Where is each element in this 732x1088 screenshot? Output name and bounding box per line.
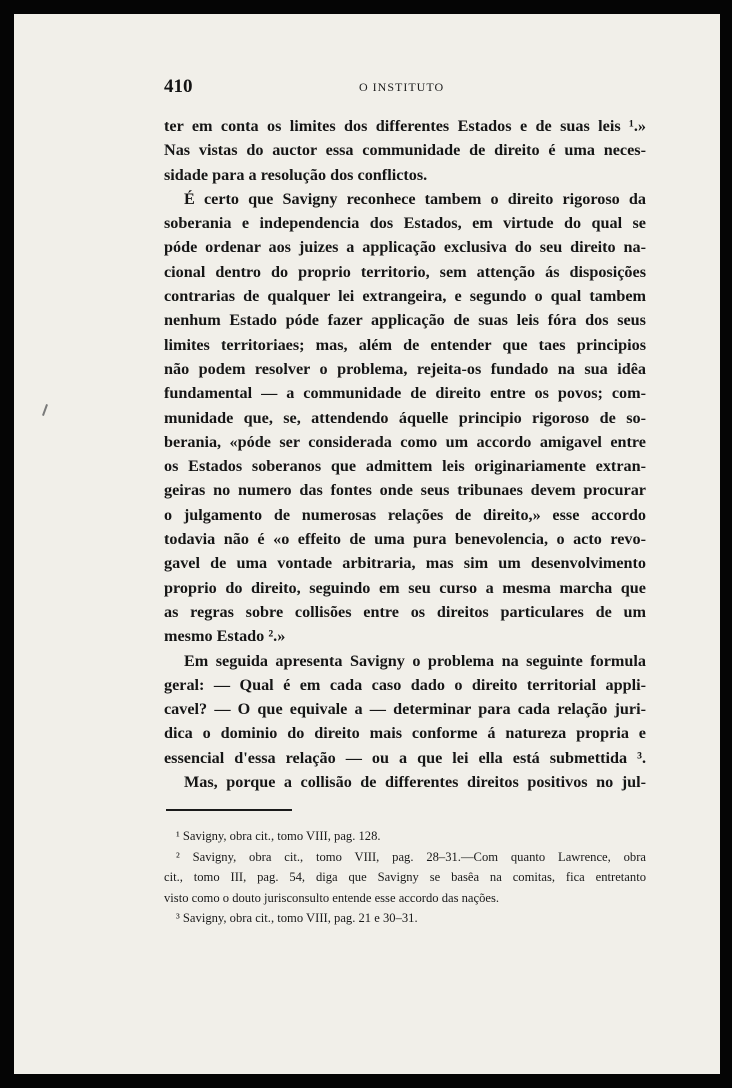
- document-page: [14, 14, 720, 1074]
- text-line: nenhum Estado póde fazer applicação de suas leis fóra dos seus: [164, 311, 646, 330]
- text-line: todavia não é «o effeito de uma pura benevolencia, o acto revo-: [164, 530, 646, 549]
- running-head: O INSTITUTO: [359, 80, 445, 94]
- text-line: geiras no numero das fontes onde seus tribunaes devem procurar: [164, 481, 646, 500]
- text-line: as regras sobre collisões entre os direitos particulares de um: [164, 602, 646, 621]
- text-line: sidade para a resolução dos conflictos.: [164, 165, 428, 184]
- text-line: dica o dominio do direito mais conforme á natureza propria e: [164, 724, 646, 743]
- text-line: contrarias de qualquer lei extrangeira, e segundo o qual tambem: [164, 287, 646, 306]
- text-line: soberania e independencia dos Estados, em virtude do qual se: [164, 214, 646, 233]
- page-number: 410: [164, 76, 193, 97]
- margin-mark: [42, 404, 48, 416]
- text-line: Em seguida apresenta Savigny o problema na seguinte formula: [184, 651, 646, 670]
- footnotes: [164, 826, 646, 929]
- footnote-line: ¹ Savigny, obra cit., tomo VIII, pag. 128.: [176, 829, 381, 843]
- footnote-line: cit., tomo III, pag. 54, diga que Savigny se basêa na comitas, fica entretanto: [164, 870, 646, 884]
- text-line: os Estados soberanos que admittem leis originariamente extran-: [164, 457, 646, 476]
- footnote-rule: [166, 809, 292, 811]
- text-line: gavel de uma vontade arbitraria, mas sim um desenvolvimento: [164, 554, 646, 573]
- text-line: mesmo Estado ².»: [164, 627, 286, 646]
- footnote-line: visto como o douto jurisconsulto entende esse accordo das nações.: [164, 890, 500, 905]
- text-line: não podem resolver o problema, rejeita-os fundado na sua idêa: [164, 359, 646, 378]
- text-line: póde ordenar aos juizes a applicação exclusiva do seu direito na-: [164, 238, 646, 257]
- page-header: [164, 76, 654, 106]
- body-text: [164, 114, 646, 794]
- text-line: cional dentro do proprio territorio, sem attenção ás disposições: [164, 262, 646, 281]
- text-line: Mas, porque a collisão de differentes direitos positivos no jul-: [184, 773, 646, 792]
- text-line: Nas vistas do auctor essa communidade de direito é uma neces-: [164, 141, 646, 160]
- text-line: É certo que Savigny reconhece tambem o direito rigoroso da: [184, 189, 646, 208]
- text-line: o julgamento de numerosas relações de direito,» esse accordo: [164, 505, 646, 524]
- text-line: ter em conta os limites dos differentes Estados e de suas leis ¹.»: [164, 117, 646, 135]
- text-line: cavel? — O que equivale a — determinar para cada relação juri-: [164, 700, 646, 719]
- text-line: proprio do direito, seguindo em seu curso a mesma marcha que: [164, 578, 646, 597]
- text-line: geral: — Qual é em cada caso dado o direito territorial appli-: [164, 675, 646, 694]
- footnote-line: ² Savigny, obra cit., tomo VIII, pag. 28–31.—Com quanto Lawrence, obra: [176, 849, 646, 864]
- footnote-line: ³ Savigny, obra cit., tomo VIII, pag. 21 e 30–31.: [176, 911, 418, 925]
- text-line: berania, «póde ser considerada como um accordo amigavel entre: [164, 432, 646, 451]
- text-line: fundamental — a communidade de direito entre os povos; com-: [164, 384, 646, 403]
- text-line: munidade que, se, attendendo áquelle principio rigoroso de so-: [164, 408, 646, 427]
- text-line: essencial d'essa relação — ou a que lei ella está submettida ³.: [164, 748, 646, 767]
- text-line: limites territoriaes; mas, além de entender que taes principios: [164, 335, 646, 354]
